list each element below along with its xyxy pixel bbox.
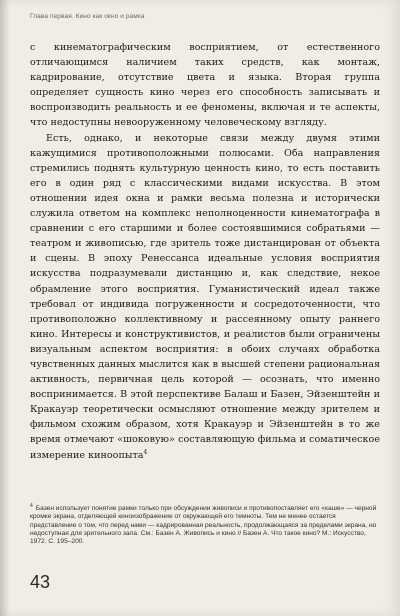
footnote-reference: 4: [143, 448, 148, 456]
footnote-number: 4: [30, 503, 33, 509]
paragraph-2-text: Есть, однако, и некоторые связи между двумя этими кажущимися противоположными полюсами. Оба направления стремились поднять культурную ценность кино, то есть поставить его в один ряд с классическими видами искусства. В этом отношении идея окна и рамки весьма полезна и исторически служила ответом на комплекс неполноценности кинематографа в сравнении с его старшими и более состоявшимися собратьями — театром и живописью, где зритель тоже дистанцирован от объекта и сцены. В эпоху Ренессанса идеальные условия восприятия искусства подразумевали дистанцию и, как следствие, некое обрамление этого восприятия. Гуманистический идеал также требовал от индивида погруженности и сосредоточенности, что противоположно коллективному и рассеянному опыту раннего кино. Интересы и конструктивистов, и реалистов были ограничены визуальным аспектом восприятия: в обоих случаях обработка чувственных данных мыслится как в высшей степени рациональная активность, первичная цель которой — осознать, что именно воспринимается. В этой перспективе Балаш и Базен, Эйзенштейн и Кракауэр теоретически осмысляют отношение между зрителем и фильмом схожим образом, хотя Кракауэр и Эйзенштейн в то же время отмечают «шоковую» составляющую фильма и соматическое измерение киноопыта: [30, 132, 380, 461]
footnote: [30, 502, 380, 546]
body-text: [30, 40, 380, 463]
running-head: Глава первая. Кино как окно и рамка: [30, 13, 145, 20]
footnote-text: Базен использует понятие рамки только при обсуждении живописи и противопоставляет его «каше» — черной кромке экрана, отделяющей киноизображение от окружающей его темноты. Тем не менее остается представление о том, что перед нами — кадрированная реальность, продолжающаяся за пределами экрана, но недоступная для зрительного зала. См.: Базен А. Живопись и кино // Базен А. Что такое кино? М.: Искусство, 1972. С. 195–200.: [30, 505, 377, 545]
spine-shadow: [0, 0, 10, 616]
page-number: 43: [30, 572, 51, 592]
paragraph-2: [30, 131, 380, 463]
paragraph-1: с кинематографическим восприятием, от естественного отличающимся наличием таких средств, как монтаж, кадрирование, отсутствие цвета и языка. Вторая группа определяет сущность кино через его способность записывать и воспроизводить реальность и ее феномены, включая и те аспекты, что недоступны невооруженному человеческому взгляду.: [30, 42, 380, 129]
